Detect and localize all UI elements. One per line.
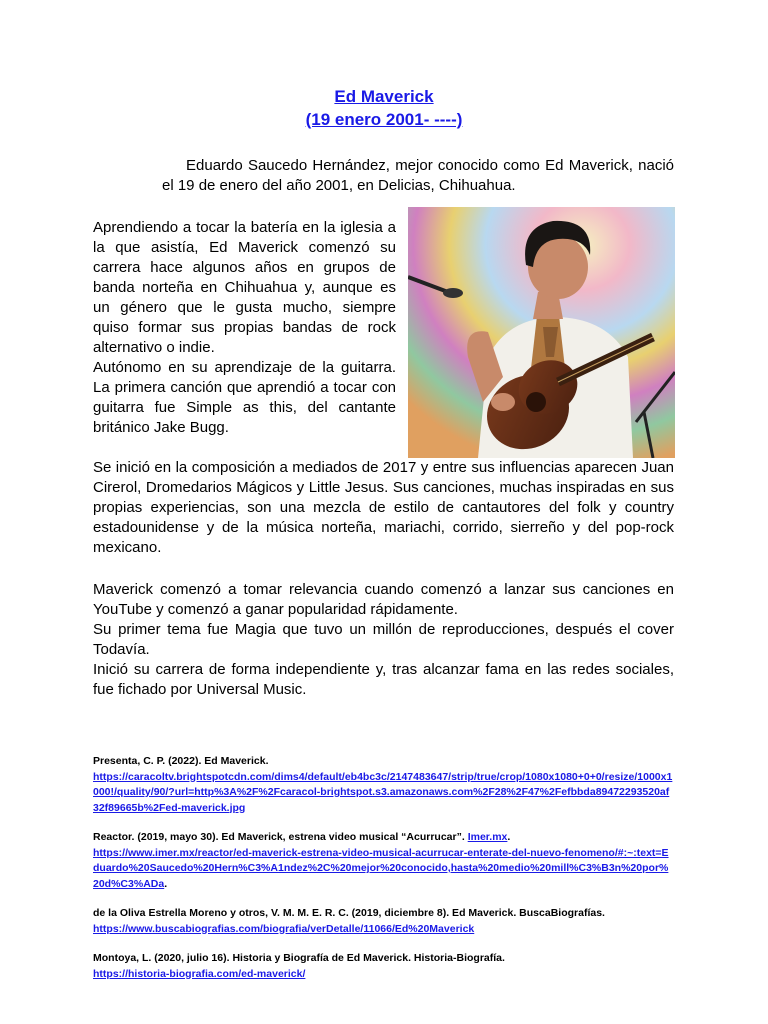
reference-trailing: .: [164, 877, 168, 890]
reference-link-line: [93, 846, 674, 893]
column-text: [93, 218, 396, 438]
intro-paragraph: Eduardo Saucedo Hernández, mejor conocido como Ed Maverick, nació el 19 de enero del año 2001, en Delicias, Chihuahua.: [162, 157, 674, 194]
musician-with-guitar-icon: [408, 207, 675, 458]
references-list: [93, 754, 674, 996]
reference-link[interactable]: https://www.imer.mx/reactor/ed-maverick-estrena-video-musical-acurrucar-enterate-del-nuevo-fenomeno/#:~:text=Eduardo%20Saucedo%20Hern%C3%A1ndez%2C%20mejor%20conocido,hasta%20medio%20mill%C3%B3n%20por%20d%C3%ADa: [93, 846, 669, 890]
reference-link[interactable]: https://historia-biografia.com/ed-maverick/: [93, 967, 306, 980]
reference-citation: Presenta, C. P. (2022). Ed Maverick.: [93, 755, 269, 767]
paragraph-youtube: Maverick comenzó a tomar relevancia cuando comenzó a lanzar sus canciones en YouTube y comenzó a ganar popularidad rápidamente.: [93, 581, 674, 618]
reference-citation: Reactor. (2019, mayo 30). Ed Maverick, estrena video musical “Acurrucar”.: [93, 831, 465, 843]
paragraph-universal: Inició su carrera de forma independiente y, tras alcanzar fama en las redes sociales, fue fichado por Universal Music.: [93, 661, 674, 698]
paragraph-influences-text: Se inició en la composición a mediados de 2017 y entre sus influencias aparecen Juan Cirerol, Dromedarios Mágicos y Little Jesus. Sus canciones, muchas inspiradas en sus propias experiencias, son una mezcla de estilo de cantautores del folk y country estadounidense y de la música norteña, mariachi, corrido, sierreño y del pop-rock mexicano.: [93, 459, 674, 556]
reference-item: [93, 906, 674, 937]
paragraph-group-career: [93, 580, 674, 700]
reference-citation-line: Reactor. (2019, mayo 30). Ed Maverick, estrena video musical “Acurrucar”. Imer.mx.: [93, 831, 511, 843]
reference-link[interactable]: https://caracoltv.brightspotcdn.com/dims4/default/eb4bc3c/2147483647/strip/true/crop/1080x1080+0+0/resize/1000x1000!/quality/90/?url=http%3A%2F%2Fcaracol-brightspot.s3.amazonaws.com%2F28%2F47%2Fefbbda89472293520af32f89665b%2Fed-maverick.jpg: [93, 770, 673, 814]
paragraph-drums: Aprendiendo a tocar la batería en la iglesia a la que asistía, Ed Maverick comenzó su carrera hace algunos años en grupos de banda norteña en Chihuahua y, aunque es un género que le gusta mucho, siempre quiso formar sus propias bandas de rock alternativo o indie.: [93, 219, 396, 356]
reference-inline-link[interactable]: Imer.mx: [467, 831, 508, 843]
paragraph-influences: [93, 458, 674, 558]
reference-citation: de la Oliva Estrella Moreno y otros, V. M. M. E. R. C. (2019, diciembre 8). Ed Maverick. BuscaBiografías.: [93, 907, 605, 919]
paragraph-magia: Su primer tema fue Magia que tuvo un millón de reproducciones, después el cover Todavía.: [93, 621, 674, 658]
reference-item: [93, 830, 674, 892]
reference-item: [93, 951, 674, 982]
artist-photo: [408, 207, 675, 458]
page-title[interactable]: Ed Maverick: [334, 87, 434, 106]
paragraph-guitar: Autónomo en su aprendizaje de la guitarra. La primera canción que aprendió a tocar con guitarra fue Simple as this, del cantante británico Jake Bugg.: [93, 359, 396, 436]
reference-link[interactable]: https://www.buscabiografias.com/biografia/verDetalle/11066/Ed%20Maverick: [93, 922, 475, 935]
reference-item: [93, 754, 674, 816]
reference-citation: Montoya, L. (2020, julio 16). Historia y Biografía de Ed Maverick. Historia-Biografía.: [93, 952, 505, 964]
page-subtitle-dates[interactable]: (19 enero 2001- ----): [305, 110, 463, 129]
